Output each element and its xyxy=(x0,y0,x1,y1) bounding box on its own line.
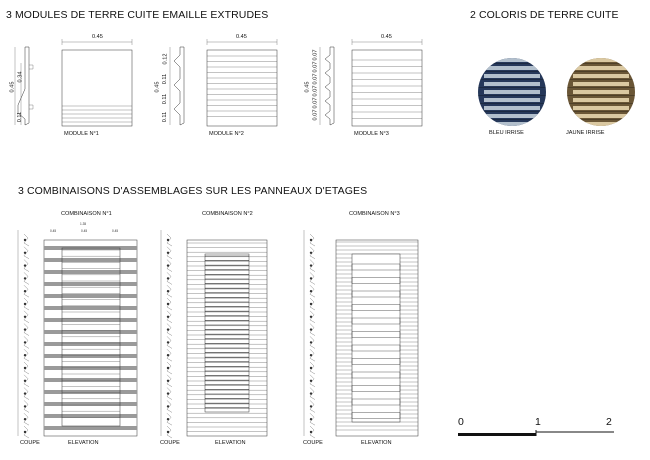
module-3-sub-c: 0.07 xyxy=(312,73,319,85)
coupe-fixing xyxy=(167,239,169,241)
coupe-fixing xyxy=(310,239,312,241)
coupe-fixing xyxy=(167,405,169,407)
coupe-fixing xyxy=(310,316,312,318)
combo-2-frame xyxy=(187,240,267,436)
coupe-fixing xyxy=(310,392,312,394)
module-3-sub-f: 0.07 xyxy=(312,109,319,121)
coupe-fixing xyxy=(24,392,26,394)
coupe-fixing xyxy=(24,341,26,343)
module-3-width: 0.45 xyxy=(381,34,392,40)
coupe-fixing xyxy=(24,303,26,305)
coupe-fixing xyxy=(167,303,169,305)
coupe-fixing xyxy=(310,431,312,433)
coupe-fixing xyxy=(167,264,169,266)
swatch-bar xyxy=(484,90,540,94)
swatch-bar xyxy=(484,66,540,70)
combination-3-title: COMBINAISON N°3 xyxy=(349,211,400,217)
coupe-fixing xyxy=(167,367,169,369)
coupe-fixing xyxy=(310,328,312,330)
module-2-height: 0.45 xyxy=(154,81,161,93)
swatch-shadow xyxy=(565,127,637,128)
coupe-fixing xyxy=(167,380,169,382)
swatch-bar xyxy=(484,74,540,78)
swatch-shadow xyxy=(565,63,637,64)
swatch-shadow xyxy=(476,63,548,64)
combo-1-band xyxy=(44,282,137,286)
modules-heading: 3 MODULES DE TERRE CUITE EMAILLE EXTRUDES xyxy=(6,9,269,21)
coupe-fixing xyxy=(167,418,169,420)
combo-1-band xyxy=(44,354,137,358)
coupe-fixing xyxy=(167,328,169,330)
swatch-bar xyxy=(573,66,629,70)
coupe-fixing xyxy=(167,392,169,394)
combination-3-coupe: COUPE xyxy=(303,440,323,446)
module-1-sub-a: 0.34 xyxy=(17,71,24,83)
combination-3-drawing xyxy=(298,228,423,438)
combo-1-band xyxy=(44,294,137,298)
combo-1-band xyxy=(44,378,137,382)
swatch-shadow xyxy=(476,71,548,72)
coupe-fixing xyxy=(310,405,312,407)
swatch-shadow xyxy=(476,127,548,128)
coupe-fixing xyxy=(24,252,26,254)
module-1-height: 0.45 xyxy=(9,81,16,93)
swatch-bar xyxy=(573,82,629,86)
combo-1-band xyxy=(44,426,137,430)
swatch-bar xyxy=(484,114,540,118)
combination-2-coupe: COUPE xyxy=(160,440,180,446)
scale-bar xyxy=(458,430,618,440)
module-2-sub-b: 0.11 xyxy=(162,73,169,85)
coupe-fixing xyxy=(310,380,312,382)
coupe-fixing xyxy=(310,264,312,266)
coupe-fixing xyxy=(24,328,26,330)
swatch-bar xyxy=(484,106,540,110)
combination-1-sub-dim-2: 0.45 xyxy=(81,229,88,233)
coupe-fixing xyxy=(167,252,169,254)
combination-2-elevation: ELEVATION xyxy=(215,440,246,446)
module-3-sub-a: 0.07 xyxy=(312,49,319,61)
module-2-sub-a: 0.12 xyxy=(162,53,169,65)
swatch-shadow xyxy=(565,79,637,80)
swatch-shadow xyxy=(476,103,548,104)
swatch-shadow xyxy=(476,79,548,80)
coupe-fixing xyxy=(24,277,26,279)
combo-1-band xyxy=(44,270,137,274)
swatch-shadow xyxy=(565,71,637,72)
swatch-shadow xyxy=(476,87,548,88)
coupe-fixing xyxy=(24,405,26,407)
swatch-bar xyxy=(573,114,629,118)
combination-1-title: COMBINAISON N°1 xyxy=(61,211,112,217)
swatch-bar xyxy=(573,58,629,62)
combo-1-band xyxy=(44,258,137,262)
module-2-label: MODULE N°2 xyxy=(209,131,244,137)
coupe-fixing xyxy=(310,290,312,292)
swatch-shadow xyxy=(476,119,548,120)
coupe-fixing xyxy=(310,354,312,356)
combo-3-inner xyxy=(352,254,400,422)
coupe-fixing xyxy=(24,380,26,382)
color-label-yellow: JAUNE IRRISE xyxy=(566,130,605,136)
coupe-fixing xyxy=(24,431,26,433)
module-1-width: 0.45 xyxy=(92,34,103,40)
coupe-fixing xyxy=(24,239,26,241)
color-swatch-yellow xyxy=(565,56,637,128)
combination-1-coupe: COUPE xyxy=(20,440,40,446)
combination-2-drawing xyxy=(155,228,280,438)
swatch-shadow xyxy=(565,111,637,112)
coupe-fixing xyxy=(24,316,26,318)
coupe-fixing xyxy=(310,277,312,279)
coupe-fixing xyxy=(167,354,169,356)
coupe-fixing xyxy=(167,316,169,318)
swatch-bar xyxy=(484,58,540,62)
swatch-bar xyxy=(573,106,629,110)
combo-1-frame xyxy=(44,240,137,436)
module-2-sub-c: 0.11 xyxy=(162,93,169,105)
swatch-bar xyxy=(573,90,629,94)
coupe-fixing xyxy=(167,341,169,343)
scale-label-1: 1 xyxy=(535,416,541,428)
module-3-sub-e: 0.07 xyxy=(312,97,319,109)
colors-heading: 2 COLORIS DE TERRE CUITE xyxy=(470,9,619,21)
combo-1-band xyxy=(44,366,137,370)
swatch-bar xyxy=(484,82,540,86)
coupe-fixing xyxy=(167,431,169,433)
combo-1-band xyxy=(44,390,137,394)
combination-2-title: COMBINAISON N°2 xyxy=(202,211,253,217)
swatch-shadow xyxy=(476,111,548,112)
combo-2-inner xyxy=(205,254,249,412)
module-3-sub-b: 0.07 xyxy=(312,61,319,73)
scale-label-2: 2 xyxy=(606,416,612,428)
coupe-fixing xyxy=(24,264,26,266)
swatch-shadow xyxy=(565,87,637,88)
swatch-bar xyxy=(573,98,629,102)
coupe-fixing xyxy=(310,341,312,343)
coupe-fixing xyxy=(310,252,312,254)
swatch-shadow xyxy=(565,119,637,120)
swatch-shadow xyxy=(565,95,637,96)
swatch-bar xyxy=(573,122,629,126)
color-swatch-blue xyxy=(476,56,548,128)
coupe-fixing xyxy=(310,367,312,369)
module-2-sub-d: 0.11 xyxy=(162,111,169,123)
module-2-width: 0.45 xyxy=(236,34,247,40)
swatch-bar xyxy=(484,98,540,102)
module-2-profile xyxy=(170,45,200,135)
color-label-blue: BLEU IRRISE xyxy=(489,130,524,136)
coupe-fixing xyxy=(310,303,312,305)
combination-3-elevation: ELEVATION xyxy=(361,440,392,446)
module-1-label: MODULE N°1 xyxy=(64,131,99,137)
swatch-shadow xyxy=(565,103,637,104)
combination-1-elevation: ELEVATION xyxy=(68,440,99,446)
combo-1-band xyxy=(44,318,137,322)
module-2-elevation xyxy=(207,38,287,128)
coupe-fixing xyxy=(24,290,26,292)
coupe-fixing xyxy=(24,367,26,369)
swatch-bar xyxy=(484,122,540,126)
combination-1-top-dim: 1.35 xyxy=(80,222,87,226)
module-3-elevation xyxy=(352,38,432,128)
combinations-heading: 3 COMBINAISONS D'ASSEMBLAGES SUR LES PANNEAUX D'ETAGES xyxy=(18,185,368,197)
module-1-sub-b: 0.11 xyxy=(17,111,24,123)
combo-1-band xyxy=(44,306,137,310)
coupe-fixing xyxy=(167,290,169,292)
combo-1-band xyxy=(44,342,137,346)
module-3-height: 0.45 xyxy=(304,81,311,93)
combo-1-band xyxy=(44,402,137,406)
coupe-fixing xyxy=(310,418,312,420)
coupe-fixing xyxy=(24,418,26,420)
coupe-fixing xyxy=(167,277,169,279)
swatch-shadow xyxy=(476,95,548,96)
combination-1-sub-dim-3: 0.45 xyxy=(112,229,119,233)
module-3-profile xyxy=(320,45,350,135)
module-3-sub-d: 0.07 xyxy=(312,85,319,97)
module-1-elevation xyxy=(62,38,142,128)
combination-1-sub-dim-1: 0.45 xyxy=(50,229,57,233)
coupe-fixing xyxy=(24,354,26,356)
swatch-bar xyxy=(573,74,629,78)
module-3-label: MODULE N°3 xyxy=(354,131,389,137)
scale-label-0: 0 xyxy=(458,416,464,428)
combination-1-drawing xyxy=(14,228,124,438)
